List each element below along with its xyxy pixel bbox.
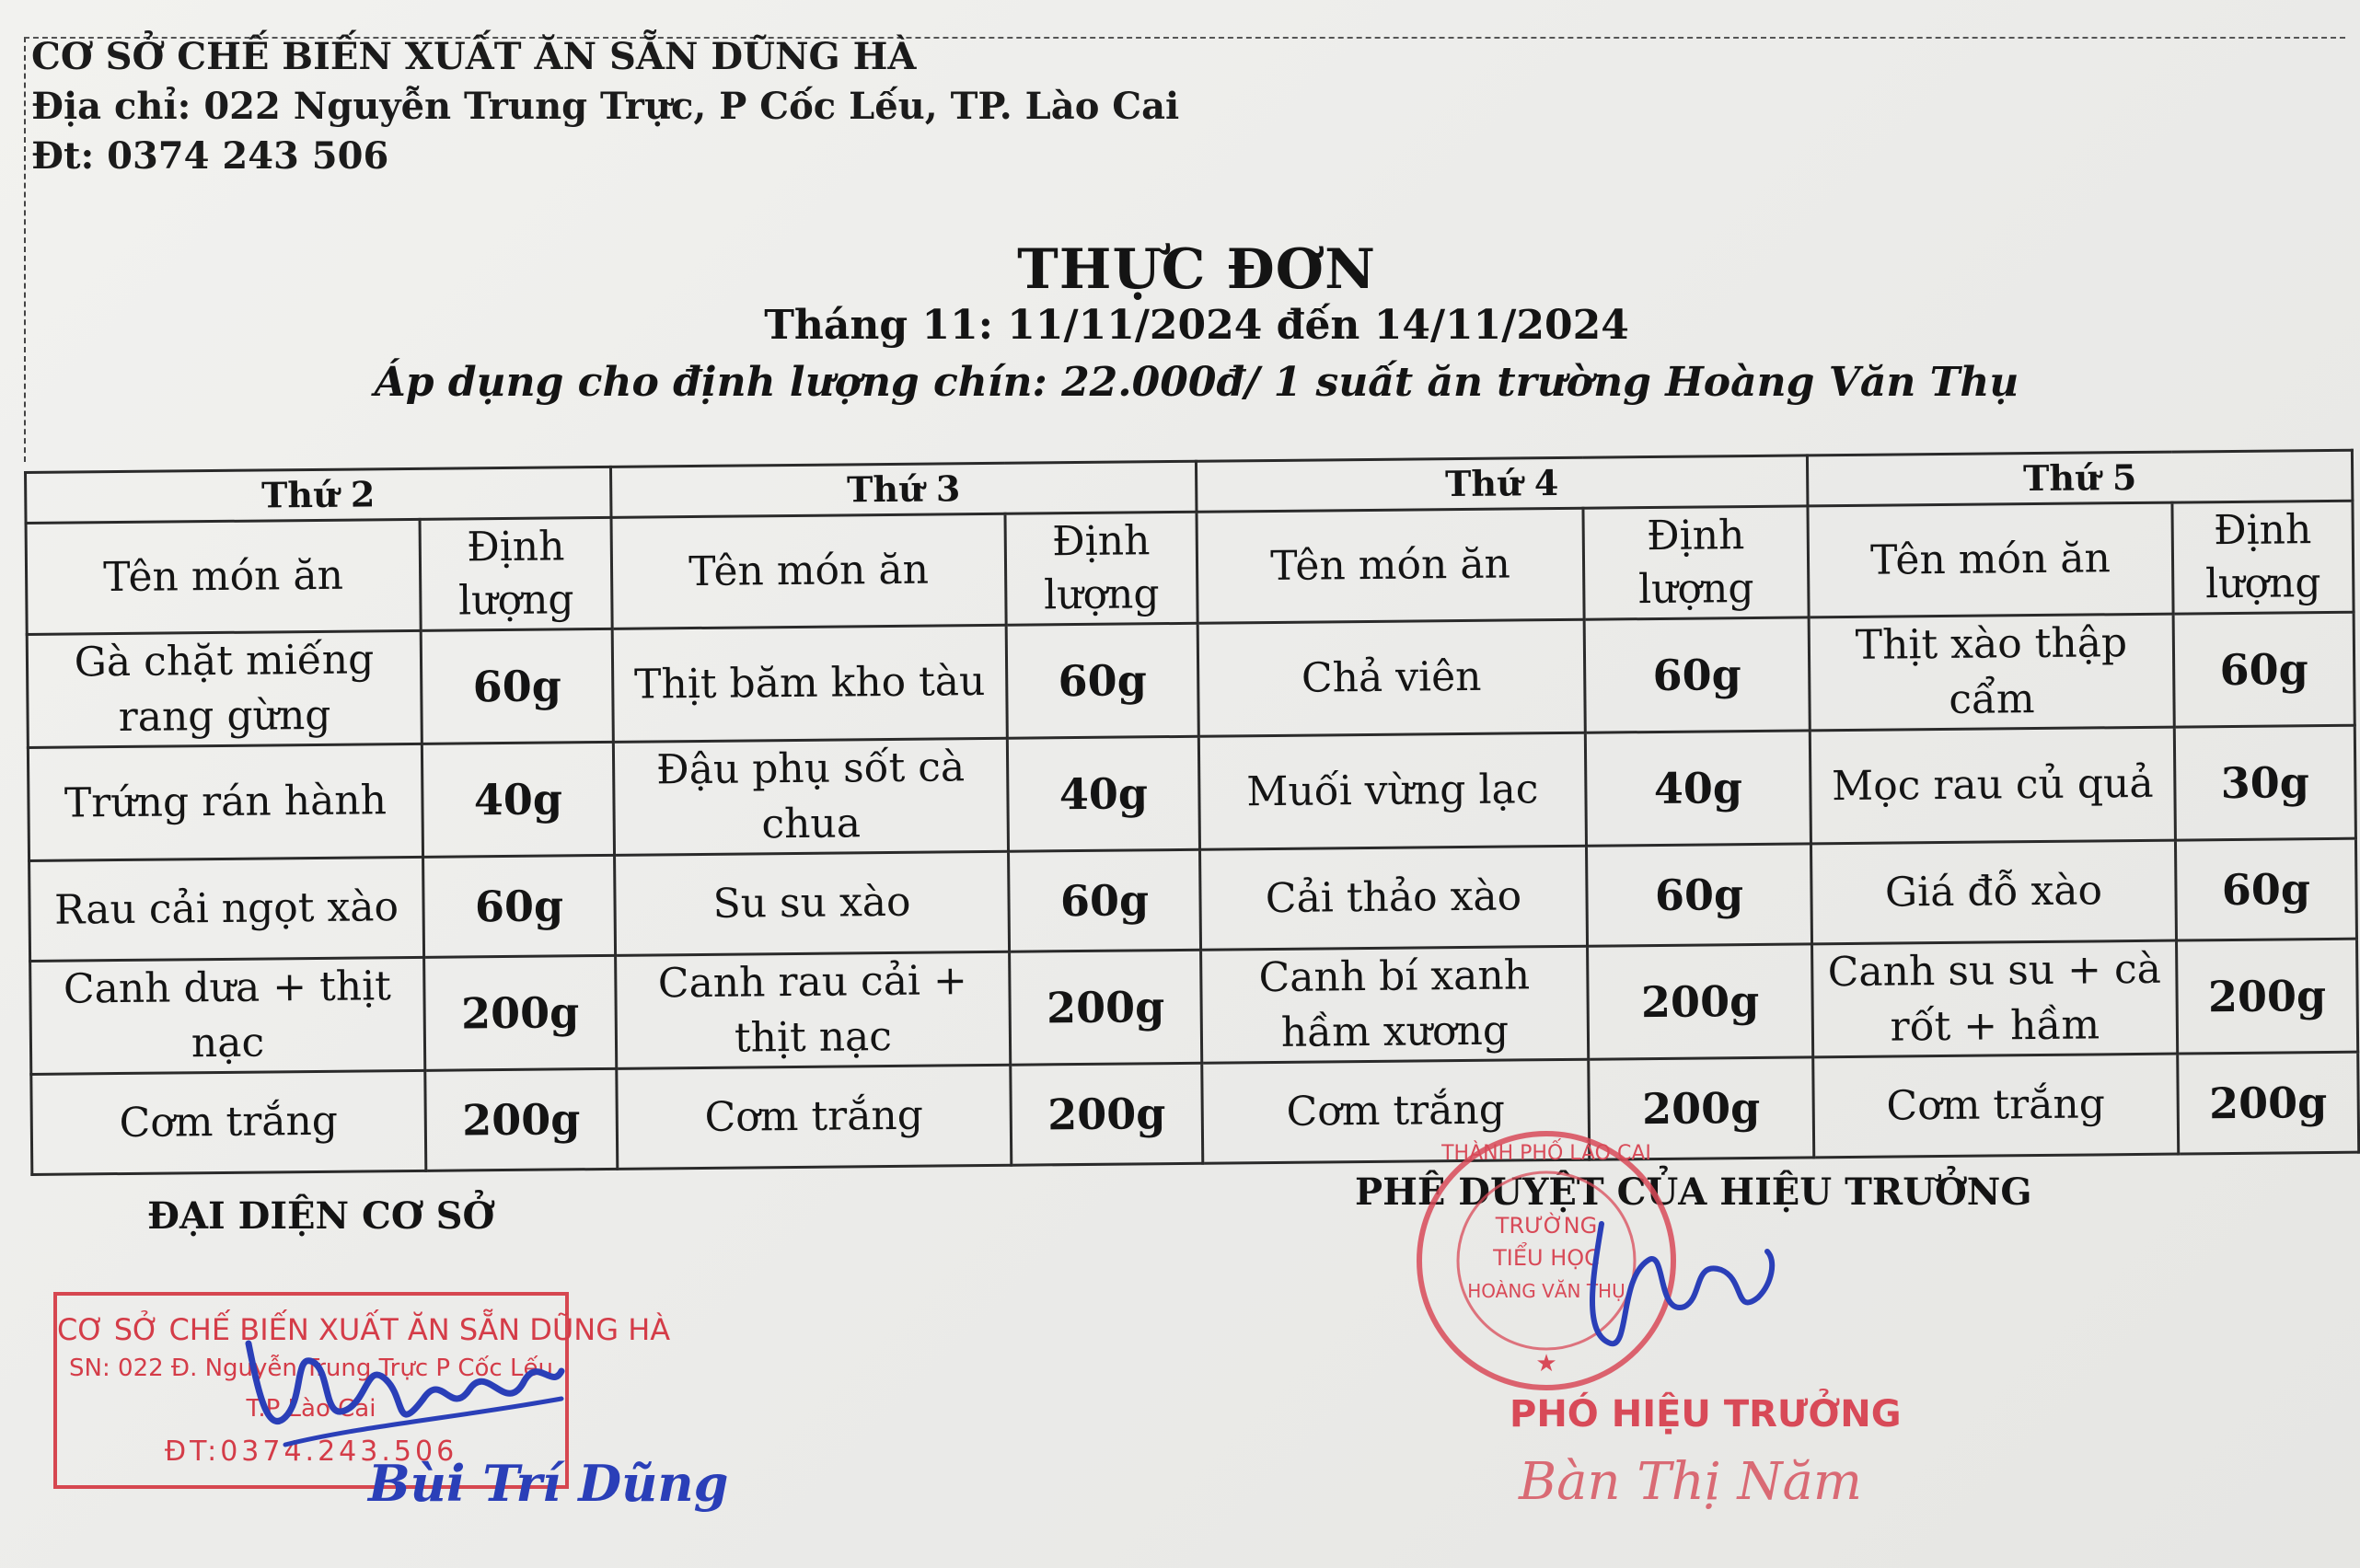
dish-cell: Canh dưa + thịt nạc [30,957,425,1074]
menu-apply-note: Áp dụng cho định lượng chín: 22.000đ/ 1 suất ăn trường Hoàng Văn Thụ [374,359,2019,406]
qty-cell: 60g [1584,617,1810,732]
qty-cell: 200g [1588,944,1813,1059]
seal-text: TIỂU HỌC [1493,1245,1600,1271]
qty-cell: 200g [424,955,617,1070]
dish-cell: Chả viên [1197,619,1585,736]
representative-label: ĐẠI DIỆN CƠ SỞ [147,1194,495,1238]
dish-column-header: Tên món ăn [1197,508,1584,623]
dish-column-header: Tên món ăn [26,519,421,634]
dish-cell: Thịt băm kho tàu [612,625,1007,742]
qty-cell: 30g [2174,725,2355,840]
qty-cell: 200g [425,1068,618,1170]
qty-column-header: Định lượng [2172,501,2354,614]
table-row [30,939,2358,1074]
qty-cell: 60g [1006,623,1198,738]
qty-cell: 40g [422,742,614,857]
dish-cell: Giá đỗ xào [1810,840,2176,944]
qty-cell: 60g [2173,612,2354,727]
dish-cell: Gà chặt miếng rang gừng [27,630,422,747]
day-header: Thứ 3 [610,461,1196,517]
business-address: Địa chỉ: 022 Nguyễn Trung Trực, P Cốc Lếu, TP. Lào Cai [31,85,1180,128]
stamp-line: ĐT:0374.243.506 [164,1435,458,1468]
qty-cell: 200g [2177,939,2358,1054]
menu-table [24,449,2360,1176]
dish-cell: Su su xào [615,851,1010,955]
dish-cell: Trứng rán hành [28,744,422,860]
qty-column-header: Định lượng [1583,506,1809,619]
qty-cell: 60g [423,855,616,957]
qty-cell: 200g [1011,1063,1203,1165]
menu-period: Tháng 11: 11/11/2024 đến 14/11/2024 [764,302,1629,349]
dish-cell: Mọc rau củ quả [1810,727,2175,844]
dish-cell: Thịt xào thập cẩm [1809,614,2174,731]
qty-cell: 60g [2175,838,2356,940]
qty-cell: 200g [2178,1052,2359,1154]
stamp-line: CƠ SỞ CHẾ BIẾN XUẤT ĂN SẴN DŨNG HÀ [57,1312,671,1347]
table-row [31,1052,2359,1174]
qty-column-header: Định lượng [420,517,612,630]
column-header-row [26,501,2354,634]
representative-name: Bùi Trí Dũng [368,1454,729,1513]
dish-cell: Canh su su + cà rốt + hầm [1812,940,2178,1057]
qty-cell: 200g [1589,1057,1814,1159]
table-row [28,725,2355,860]
business-phone: Đt: 0374 243 506 [31,134,389,178]
table-row [27,612,2354,747]
seal-title: PHÓ HIỆU TRƯỞNG [1510,1393,1902,1435]
qty-cell: 40g [1585,731,1810,846]
seal-text: HOÀNG VĂN THỤ [1467,1280,1625,1302]
dish-cell: Cải thảo xào [1200,846,1588,950]
qty-cell: 60g [1009,849,1201,951]
dish-column-header: Tên món ăn [1808,502,2173,617]
qty-column-header: Định lượng [1005,512,1197,625]
dish-cell: Rau cải ngọt xào [29,857,424,961]
qty-cell: 40g [1007,736,1199,851]
stamp-line: SN: 022 Đ. Nguyễn Trung Trực P Cốc Lếu [69,1355,553,1382]
dish-cell: Cơm trắng [1813,1054,2179,1158]
qty-cell: 60g [421,628,613,744]
day-header: Thứ 2 [26,467,611,523]
dish-cell: Cơm trắng [31,1070,426,1174]
principal-name: Bàn Thị Năm [1519,1452,1863,1512]
seal-text: THÀNH PHỐ LÀO CAI [1441,1142,1651,1165]
qty-cell: 200g [1010,950,1202,1065]
approval-label: PHÊ DUYỆT CỦA HIỆU TRƯỞNG [1355,1170,2032,1214]
dish-cell: Muối vừng lạc [1198,732,1586,849]
stamp-line: T.P Lào Cai [246,1395,376,1423]
day-header: Thứ 5 [1807,450,2353,506]
principal-signature [1565,1196,1786,1371]
star-icon: ★ [1535,1350,1557,1378]
menu-title: THỰC ĐƠN [1017,237,1376,302]
dish-cell: Đậu phụ sốt cà chua [613,738,1008,855]
dish-cell: Canh rau cải + thịt nạc [616,951,1011,1068]
day-header: Thứ 4 [1196,455,1807,512]
seal-text: TRƯỜNG [1495,1213,1598,1239]
dish-cell: Cơm trắng [617,1065,1012,1169]
business-name: CƠ SỞ CHẾ BIẾN XUẤT ĂN SẴN DŨNG HÀ [31,35,917,78]
dish-cell: Canh bí xanh hầm xương [1201,946,1589,1063]
qty-cell: 60g [1586,844,1811,946]
dish-column-header: Tên món ăn [611,513,1006,628]
dish-cell: Cơm trắng [1202,1059,1590,1163]
